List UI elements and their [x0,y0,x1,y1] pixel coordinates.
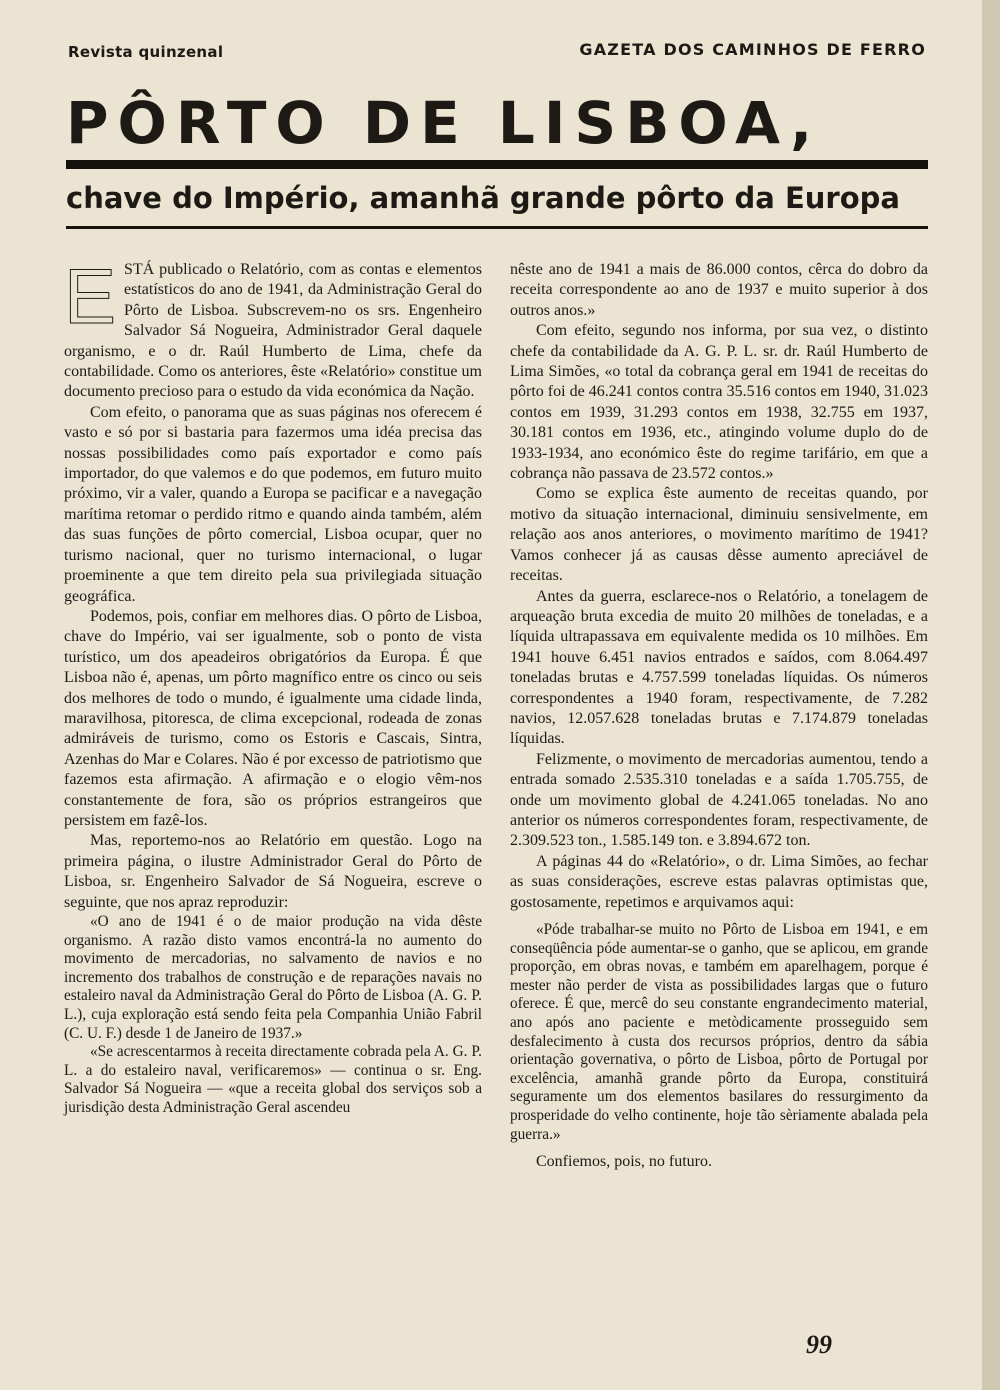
paragraph: Podemos, pois, confiar em melhores dias. O pôrto de Lisboa, chave do Império, vai ser igualmente, sob o ponto de vista turístico, um dos apeadeiros obrigatórios da Europa. É que Lisboa não é, apenas, um pôrto magnífico entre os cinco ou seis dos melhores de todo o mundo, é igualmente uma cidade linda, maravilhosa, pitoresca, de clima excepcional, rodeada de zonas admiráveis de turismo, como os Estoris e Cascais, Sintra, Azenhas do Mar e Colares. Não é por excesso de patriotismo que fazemos esta afirmação. A afirmação e o elogio vêm-nos constantemente de fora, são os próprios estrangeiros que persistem em fazê-los. [64,607,482,829]
title-rule [66,160,928,169]
paragraph [64,252,482,403]
subtitle-rule [66,226,928,229]
page-binding-edge [982,0,1000,1390]
page-number: 99 [806,1330,832,1359]
paragraph-text: STÁ publicado o Relatório, com as contas e elementos estatísticos do ano de 1941, da Administração Geral do Pôrto de Lisboa. Subscrevem-no os srs. Engenheiro Salvador Sá Nogueira, Administrador Geral daquele organismo, e o dr. Raúl Humberto de Lima, chefe da contabilidade. Como os anteriores, êste «Relatório» constitue um documento precioso para o estudo da vida económica da Nação. [64,261,482,401]
paragraph: Com efeito, segundo nos informa, por sua vez, o distinto chefe da contabilidade da A. G. P. L. sr. dr. Raúl Humberto de Lima Simões, «o total da cobrança geral em 1941 de receitas do pôrto foi de 46.241 contos contra 35.516 contos em 1940, 31.023 contos em 1939, 31.293 contos em 1938, 32.755 em 1937, 30.181 contos em 1936, etc., atingindo volume duplo do de 1933-1934, ano económico êste do regime tarifário, em que a cobrança não passava de 23.572 contos.» [510,322,928,483]
paragraph: Como se explica êste aumento de receitas quando, por motivo da situação internacional, diminuiu sensivelmente, em relação aos anos anteriores, o movimento marítimo de 1941? Vamos conhecer já as causas dêsse aumento apreciável de receitas. [510,485,928,585]
article-subtitle: chave do Império, amanhã grande pôrto da Europa [66,181,900,215]
running-header-left: Revista quinzenal [68,43,224,61]
right-column [510,260,928,1173]
paragraph: nêste ano de 1941 a mais de 86.000 contos, cêrca do dobro da receita correspondente ao ano de 1937 e muito superior à dos outros anos.» [510,261,928,319]
paragraph: A páginas 44 do «Relatório», o dr. Lima Simões, ao fechar as suas considerações, escreve estas palavras optimistas que, gostosamente, repetimos e arquivamos aqui: [510,852,928,911]
quote-paragraph: «Póde trabalhar-se muito no Pôrto de Lisboa em 1941, e em conseqüência póde aumentar-se o ganho, que se aplicou, em grande proporção, em obras novas, e também em aparelhagem, porque é mester não perder de vista as possibilidades largas que o futuro oferece. É que, mercê do seu constante engrandecimento material, ano após ano paciente e metòdicamente prosseguido sem desfalecimento à custa dos recursos próprios, dentro da sábia orientação governativa, o pôrto de Lisboa, pôrto de Portugal por excelência, amanhã grande pôrto da Europa, constituirá seguramente um dos elementos basilares do ressurgimento da prosperidade do velho continente, hoje tão sèriamente abalada pela guerra.» [510,921,928,1143]
running-header-right: GAZETA DOS CAMINHOS DE FERRO [579,40,926,59]
left-column [64,252,482,1118]
paragraph: Felizmente, o movimento de mercadorias aumentou, tendo a entrada somado 2.535.310 toneladas e a saída 1.705.755, de onde um movimento global de 4.241.065 toneladas. No ano anterior os números correspondentes foram, respectivamente, de 2.309.523 ton., 1.585.149 ton. e 3.894.672 ton. [510,750,928,850]
paragraph: Confiemos, pois, no futuro. [536,1153,712,1171]
article-title: PÔRTO DE LISBOA, [66,89,822,157]
quote-paragraph: «O ano de 1941 é o de maior produção na vida dêste organismo. A razão disto vamos encontrá-la no aumento do movimento de mercadorias, no salvamento de navios e no incremento dos trabalhos de construção e de reparações navais no estaleiro naval da Administração Geral do Pôrto de Lisboa (A. G. P. L.), cuja exploração está sendo feita pela Companhia União Fabril (C. U. F.) desde 1 de Janeiro de 1937.» [64,913,482,1042]
paragraph: Com efeito, o panorama que as suas páginas nos oferecem é vasto e só por si bastaria para fazermos uma idéa precisa das nossas possibilidades como país exportador e como país importador, do que valemos e do que podemos, em futuro muito próximo, vir a valer, quando a Europa se pacificar e a navegação marítima retomar o perdido ritmo e quando ainda também, além das suas funções de pôrto comercial, Lisboa ocupar, quer no turismo nacional, quer no turismo internacional, o lugar proeminente a que tem direito pela sua privilegiada situação geográfica. [64,403,482,605]
drop-cap: E [64,252,117,340]
quote-paragraph: «Se acrescentarmos à receita directamente cobrada pela A. G. P. L. a do estaleiro naval, verificaremos» — continua o sr. Eng. Salvador Sá Nogueira — «que a receita global dos serviços sob a jurisdição desta Administração Geral ascendeu [64,1043,482,1116]
paragraph: Mas, reportemo-nos ao Relatório em questão. Logo na primeira página, o ilustre Administrador Geral do Pôrto de Lisboa, sr. Engenheiro Salvador de Sá Nogueira, escreve o seguinte, que nos apraz reproduzir: [64,832,482,911]
paragraph: Antes da guerra, esclarece-nos o Relatório, a tonelagem de arqueação bruta excedia de muito 20 milhões de toneladas, e a líquida ultrapassava em equivalente medida os 10 milhões. Em 1941 houve 6.451 navios entrados e saídos, com 8.064.497 toneladas brutas e 4.757.599 toneladas líquidas. Os números correspondentes a 1940 foram, respectivamente, de 7.282 navios, 12.057.628 toneladas brutas e 7.174.879 toneladas líquidas. [510,587,928,748]
